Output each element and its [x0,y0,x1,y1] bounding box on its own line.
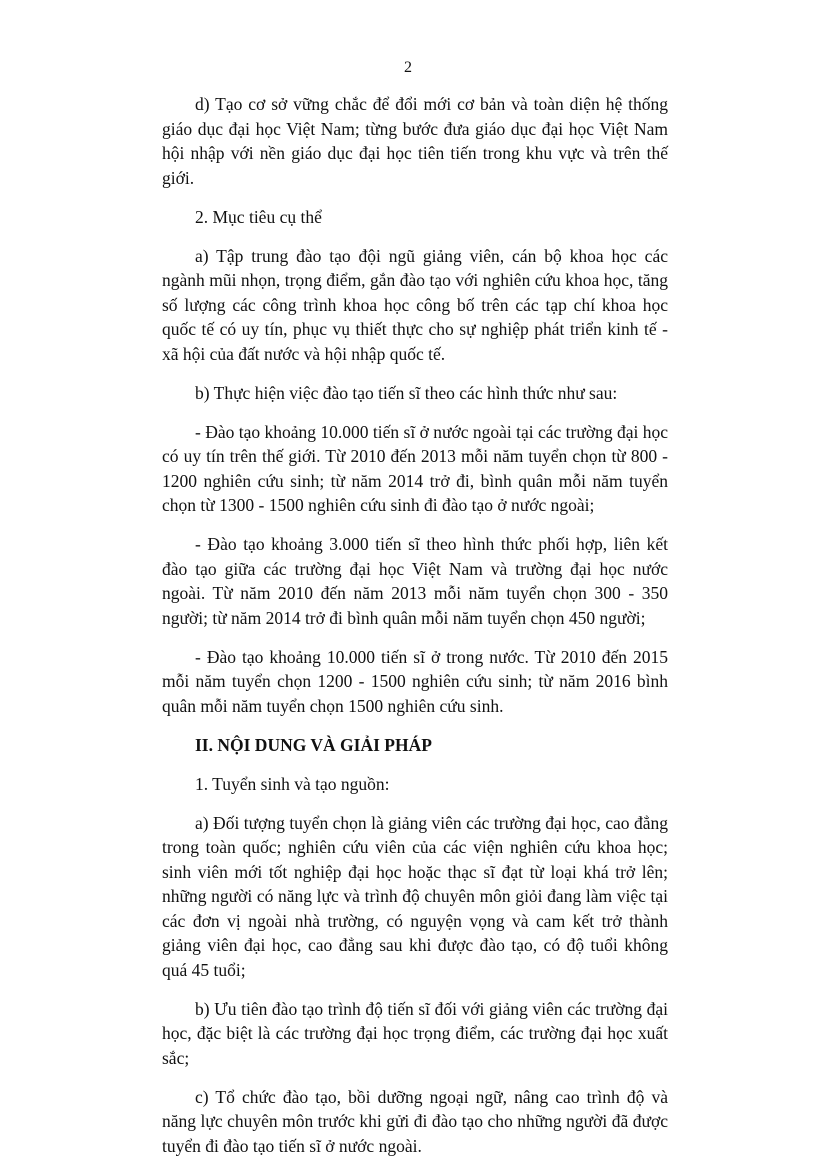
document-body [162,92,668,1173]
subsection-enrollment: 1. Tuyển sinh và tạo nguồn: [195,773,390,794]
paragraph-abroad-training: - Đào tạo khoảng 10.000 tiến sĩ ở nước ngoài tại các trường đại học có uy tín trên thế giới. Từ 2010 đến 2013 mỗi năm tuyển chọn từ 800 - 1200 nghiên cứu sinh; từ năm 2014 trở đi, bình quân mỗi năm tuyển chọn từ 1300 - 1500 nghiên cứu sinh đi đào tạo ở nước ngoài; [162,421,668,515]
paragraph-goal-a: a) Tập trung đào tạo đội ngũ giảng viên, cán bộ khoa học các ngành mũi nhọn, trọng điểm, gắn đào tạo với nghiên cứu khoa học, tăng số lượng các công trình khoa học công bố trên các tạp chí khoa học quốc tế có uy tín, phục vụ thiết thực cho sự nghiệp phát triển kinh tế - xã hội của đất nước và hội nhập quốc tế. [162,245,668,364]
paragraph-enrollment-c: c) Tổ chức đào tạo, bồi dưỡng ngoại ngữ, nâng cao trình độ và năng lực chuyên môn trước khi gửi đi đào tạo cho những người đã được tuyển đi đào tạo tiến sĩ ở nước ngoài. [162,1086,668,1156]
section-specific-goals: 2. Mục tiêu cụ thể [195,206,322,227]
page-number: 2 [404,59,412,76]
paragraph-domestic-training: - Đào tạo khoảng 10.000 tiến sĩ ở trong nước. Từ 2010 đến 2015 mỗi năm tuyển chọn 1200 - 1500 nghiên cứu sinh; từ năm 2016 bình quân mỗi năm tuyển chọn 1500 nghiên cứu sinh. [162,646,668,716]
paragraph-joint-training: - Đào tạo khoảng 3.000 tiến sĩ theo hình thức phối hợp, liên kết đào tạo giữa các trường đại học Việt Nam và trường đại học nước ngoài. Từ năm 2010 đến năm 2013 mỗi năm tuyển chọn 300 - 350 người; từ năm 2014 trở đi bình quân mỗi năm tuyển chọn 450 người; [162,534,668,628]
paragraph-enrollment-a: a) Đối tượng tuyển chọn là giảng viên các trường đại học, cao đẳng trong toàn quốc; nghiên cứu viên của các viện nghiên cứu khoa học; sinh viên mới tốt nghiệp đại học hoặc thạc sĩ đạt từ loại khá trở lên; những người có năng lực và trình độ chuyên môn giỏi đang làm việc tại các đơn vị ngoài nhà trường, có nguyện vọng và cam kết trở thành giảng viên đại học, cao đẳng sau khi được đào tạo, có độ tuổi không quá 45 tuổi; [162,812,668,980]
paragraph-goal-d: d) Tạo cơ sở vững chắc để đổi mới cơ bản và toàn diện hệ thống giáo dục đại học Việt Nam; từng bước đưa giáo dục đại học Việt Nam hội nhập với nền giáo dục đại học tiên tiến trong khu vực và trên thế giới. [162,94,668,188]
paragraph-goal-b: b) Thực hiện việc đào tạo tiến sĩ theo các hình thức như sau: [195,382,618,403]
paragraph-enrollment-b: b) Ưu tiên đào tạo trình độ tiến sĩ đối với giảng viên các trường đại học, đặc biệt là các trường đại học trọng điểm, các trường đại học xuất sắc; [162,998,668,1068]
section-heading-content-solutions: II. NỘI DUNG VÀ GIẢI PHÁP [195,734,432,755]
